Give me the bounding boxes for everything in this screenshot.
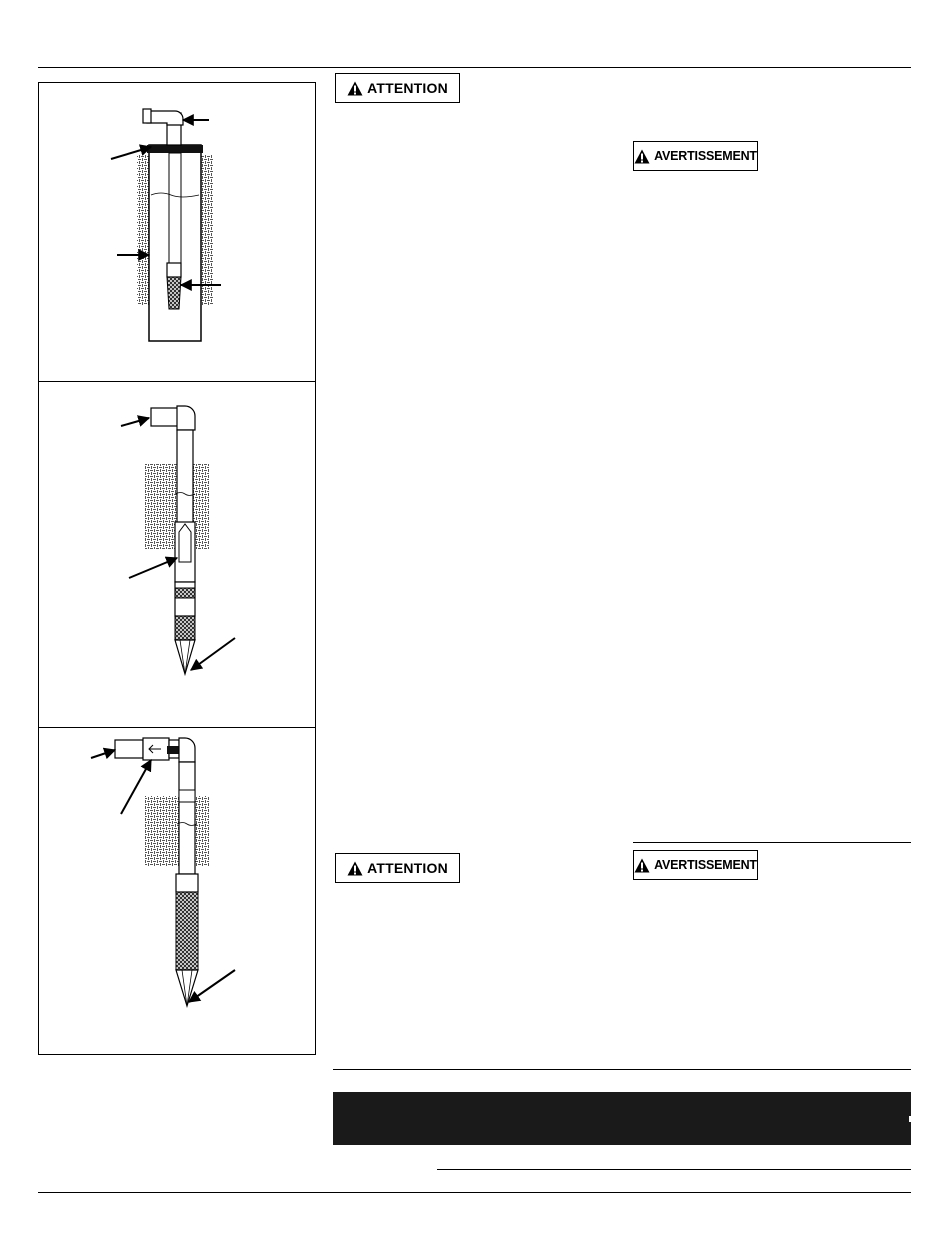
driven-well-point-with-check-valve-diagram-icon — [39, 728, 316, 1055]
warning-triangle-icon — [347, 81, 363, 96]
band-tick — [909, 1116, 911, 1122]
attention-label: ATTENTION — [367, 860, 448, 876]
footer-rule — [38, 1192, 911, 1193]
section-divider-full — [333, 1069, 911, 1070]
figure-panel-2 — [38, 381, 316, 728]
figure-panel-3 — [38, 727, 316, 1055]
avertissement-label: AVERTISSEMENT — [654, 149, 757, 163]
driven-well-point-diagram-icon — [39, 382, 316, 728]
well-point-in-casing-diagram-icon — [39, 83, 316, 382]
figure-panel-1 — [38, 82, 316, 382]
warning-triangle-icon — [634, 149, 650, 164]
attention-badge-top — [335, 73, 460, 103]
avertissement-label: AVERTISSEMENT — [654, 858, 757, 872]
avertissement-badge-bottom — [633, 850, 758, 880]
avertissement-badge-top — [633, 141, 758, 171]
section-heading-band — [333, 1092, 911, 1145]
warning-triangle-icon — [634, 858, 650, 873]
table-rule — [437, 1169, 911, 1170]
attention-badge-bottom — [335, 853, 460, 883]
warning-triangle-icon — [347, 861, 363, 876]
header-rule — [38, 67, 911, 68]
section-divider-right — [633, 842, 911, 843]
attention-label: ATTENTION — [367, 80, 448, 96]
